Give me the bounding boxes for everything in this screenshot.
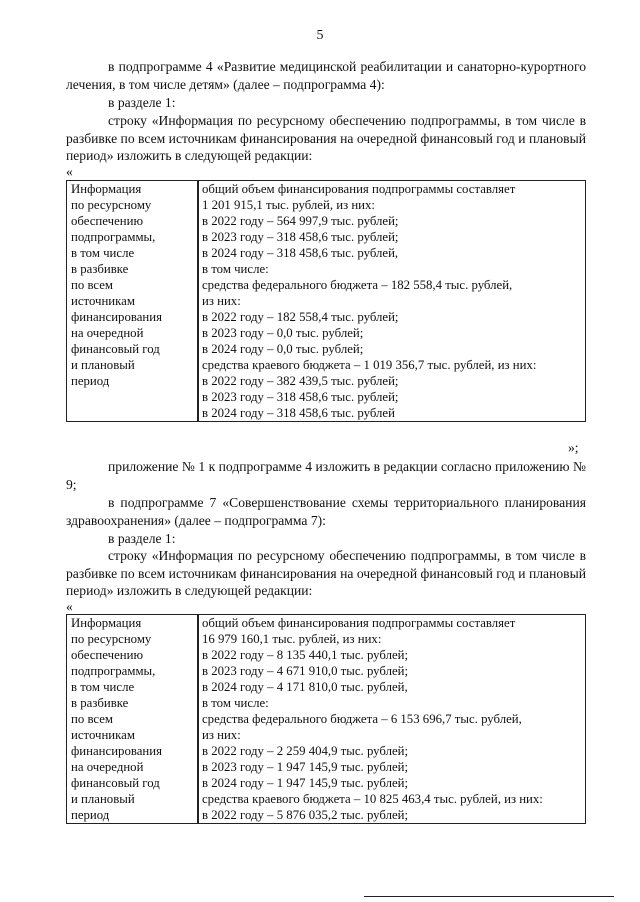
table-value-line: 16 979 160,1 тыс. рублей, из них: bbox=[198, 631, 585, 647]
resource-info-table-subprogram-7 bbox=[66, 614, 586, 824]
table-value-line: в 2022 году – 382 439,5 тыс. рублей; bbox=[198, 373, 585, 389]
table-value-line: в том числе: bbox=[198, 695, 585, 711]
table-label-line: период bbox=[71, 808, 110, 822]
table-label-line: по всем bbox=[71, 278, 114, 292]
table-label-line: по всем bbox=[71, 712, 114, 726]
table-label-line: период bbox=[71, 374, 110, 388]
table-label-line: по ресурсному bbox=[71, 632, 152, 646]
table-value-line: средства краевого бюджета – 10 825 463,4 тыс. рублей, из них: bbox=[198, 791, 585, 807]
table-label-line: источникам bbox=[71, 294, 135, 308]
table-value-line: общий объем финансирования подпрограммы составляет bbox=[198, 615, 585, 631]
table-label-line: обеспечению bbox=[71, 214, 144, 228]
table-label-line: финансовый год bbox=[71, 342, 160, 356]
table-label-line: в том числе bbox=[71, 680, 135, 694]
table-label-line: Информация bbox=[71, 616, 142, 630]
table-value-line: в 2023 году – 0,0 тыс. рублей; bbox=[198, 325, 585, 341]
table-value-cell bbox=[198, 181, 586, 422]
table-value-line: общий объем финансирования подпрограммы составляет bbox=[198, 181, 585, 197]
table-label-line: на очередной bbox=[71, 326, 144, 340]
table-value-line: из них: bbox=[198, 727, 585, 743]
table-value-line: в том числе: bbox=[198, 261, 585, 277]
quote-close-mark: »; bbox=[568, 440, 579, 455]
table-label-line: и плановый bbox=[71, 358, 135, 372]
table-label-line: подпрограммы, bbox=[71, 664, 156, 678]
table-label-line: финансовый год bbox=[71, 776, 160, 790]
table-label-line: финансирования bbox=[71, 744, 162, 758]
table-value-line: в 2022 году – 182 558,4 тыс. рублей; bbox=[198, 309, 585, 325]
table-value-line: в 2024 году – 318 458,6 тыс. рублей, bbox=[198, 245, 585, 261]
table-label-line: на очередной bbox=[71, 760, 144, 774]
table-label-line: по ресурсному bbox=[71, 198, 152, 212]
table-label-cell bbox=[67, 615, 198, 824]
table-label-line: обеспечению bbox=[71, 648, 144, 662]
table-value-line: в 2023 году – 1 947 145,9 тыс. рублей; bbox=[198, 759, 585, 775]
table-value-line: в 2022 году – 2 259 404,9 тыс. рублей; bbox=[198, 743, 585, 759]
table-value-line: в 2022 году – 564 997,9 тыс. рублей; bbox=[198, 213, 585, 229]
table-label-line: Информация bbox=[71, 182, 142, 196]
table-label-line: финансирования bbox=[71, 310, 162, 324]
table-value-line: в 2024 году – 0,0 тыс. рублей; bbox=[198, 341, 585, 357]
table-value-line: в 2023 году – 318 458,6 тыс. рублей; bbox=[198, 389, 585, 405]
footer-rule bbox=[364, 896, 614, 897]
table-label-line: источникам bbox=[71, 728, 135, 742]
table-label-line: в разбивке bbox=[71, 696, 129, 710]
table-label-line: и плановый bbox=[71, 792, 135, 806]
table-value-line: в 2023 году – 4 671 910,0 тыс. рублей; bbox=[198, 663, 585, 679]
subprogram-7-intro: в подпрограмме 7 «Совершенствование схемы территориального планирования здравоохранения» (далее – подпрограмма 7): bbox=[66, 495, 586, 528]
table-value-line: в 2024 году – 1 947 145,9 тыс. рублей; bbox=[198, 775, 585, 791]
table-label-line: в разбивке bbox=[71, 262, 129, 276]
section-1-heading-2: в разделе 1: bbox=[108, 531, 176, 546]
table-value-line: в 2022 году – 5 876 035,2 тыс. рублей; bbox=[198, 807, 585, 823]
table-value-line: в 2022 году – 8 135 440,1 тыс. рублей; bbox=[198, 647, 585, 663]
page-number: 5 bbox=[316, 28, 324, 43]
quote-open-mark: « bbox=[66, 164, 73, 179]
table-label-line: в том числе bbox=[71, 246, 135, 260]
table-value-cell bbox=[198, 615, 586, 824]
table-value-line: средства краевого бюджета – 1 019 356,7 тыс. рублей, из них: bbox=[198, 357, 585, 373]
table-label-line: подпрограммы, bbox=[71, 230, 156, 244]
appendix-replacement-text: приложение № 1 к подпрограмме 4 изложить в редакции согласно приложению № 9; bbox=[66, 459, 586, 492]
table-value-line: из них: bbox=[198, 293, 585, 309]
table-value-line: в 2024 году – 4 171 810,0 тыс. рублей, bbox=[198, 679, 585, 695]
table-value-line: 1 201 915,1 тыс. рублей, из них: bbox=[198, 197, 585, 213]
row-replacement-text: строку «Информация по ресурсному обеспечению подпрограммы, в том числе в разбивке по всем источникам финансирования на очередной финансовый год и плановый период» изложить в следующей редакции: bbox=[66, 113, 586, 164]
table-value-line: в 2024 году – 318 458,6 тыс. рублей bbox=[198, 405, 585, 421]
table-label-cell bbox=[67, 181, 198, 422]
table-value-line: в 2023 году – 318 458,6 тыс. рублей; bbox=[198, 229, 585, 245]
row-replacement-text-2: строку «Информация по ресурсному обеспечению подпрограммы, в том числе в разбивке по всем источникам финансирования на очередной финансовый год и плановый период» изложить в следующей редакции: bbox=[66, 548, 586, 599]
quote-open-mark-2: « bbox=[66, 599, 73, 614]
subprogram-4-intro: в подпрограмме 4 «Развитие медицинской реабилитации и санаторно-курортного лечения, в том числе детям» (далее – подпрограмма 4): bbox=[66, 59, 586, 92]
table-value-line: средства федерального бюджета – 6 153 696,7 тыс. рублей, bbox=[198, 711, 585, 727]
section-1-heading: в разделе 1: bbox=[108, 95, 176, 110]
resource-info-table-subprogram-4 bbox=[66, 180, 586, 422]
table-value-line: средства федерального бюджета – 182 558,4 тыс. рублей, bbox=[198, 277, 585, 293]
